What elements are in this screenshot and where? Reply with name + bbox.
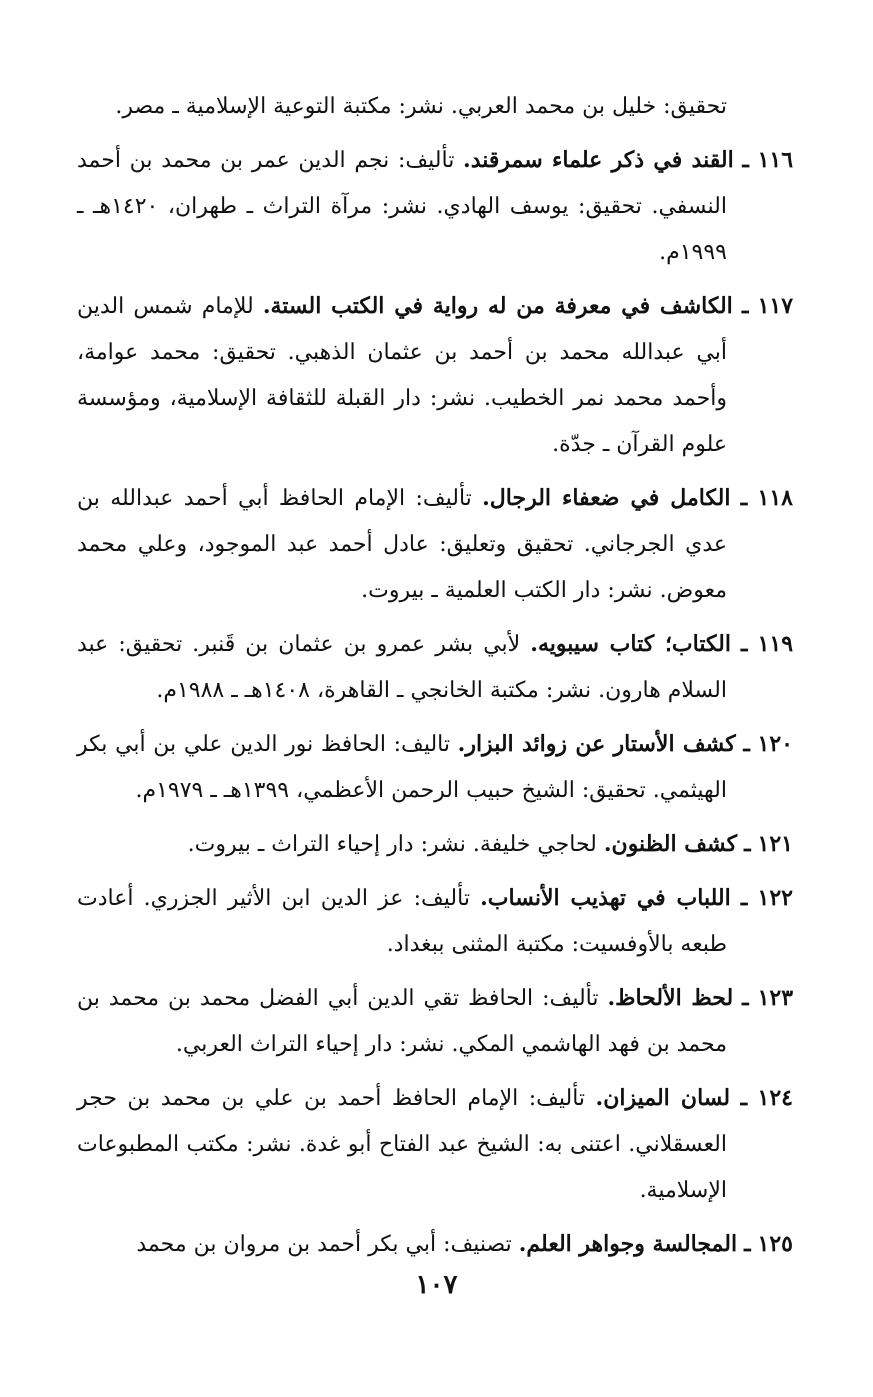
entry-text: للإمام شمس الدين أبي عبدالله محمد بن أحمد بن عثمان الذهبي. تحقيق: محمد عوامة، وأحمد محمد نمر الخطيب. نشر: دار القبلة للثقافة الإسلامية، ومؤسسة علوم القرآن ـ جدّة.	[77, 294, 728, 457]
entry-number: ١٢٢	[757, 885, 793, 911]
entry-dash: ـ	[740, 1085, 748, 1111]
entry-117	[77, 283, 793, 468]
entry-title: القند في ذكر علماء سمرقند.	[463, 147, 734, 173]
entry-number: ١١٨	[757, 485, 793, 511]
entry-number: ١٢٠	[757, 731, 793, 757]
continuation-paragraph	[77, 84, 793, 130]
entry-number: ١٢١	[757, 831, 793, 857]
entry-text: تاليف: الحافظ نور الدين علي بن أبي بكر الهيثمي. تحقيق: الشيخ حبيب الرحمن الأعظمي، ١٣٩٩هـ ـ ١٩٧٩م.	[77, 732, 727, 803]
entry-119	[77, 621, 793, 714]
entry-text: تأليف: الإمام الحافظ أحمد بن علي بن محمد بن حجر العسقلاني. اعتنى به: الشيخ عبد الفتاح أبو غدة. نشر: مكتب المطبوعات الإسلامية.	[77, 1086, 728, 1203]
entry-121	[77, 821, 793, 868]
entry-title: لسان الميزان.	[595, 1085, 731, 1111]
entry-title: الكتاب؛ كتاب سيبويه.	[530, 631, 731, 657]
entry-number: ١١٩	[757, 631, 794, 657]
entry-dash: ـ	[742, 985, 749, 1011]
entry-dash: ـ	[740, 885, 748, 911]
entry-title: الكامل في ضعفاء الرجال.	[482, 485, 731, 511]
entry-number: ١٢٤	[757, 1085, 793, 1111]
entry-dash: ـ	[743, 731, 750, 757]
entry-125	[77, 1221, 793, 1268]
entry-number: ١١٦	[757, 147, 794, 173]
entry-title: الكاشف في معرفة من له رواية في الكتب الستة.	[262, 293, 733, 319]
entry-116	[77, 137, 793, 276]
entry-text: تصنيف: أبي بكر أحمد بن مروان بن محمد	[136, 1232, 512, 1257]
continuation-text: تحقيق: خليل بن محمد العربي. نشر: مكتبة التوعية الإسلامية ـ مصر.	[115, 94, 727, 119]
entry-title: كشف الأستار عن زوائد البزار.	[457, 731, 736, 757]
entry-dash: ـ	[740, 485, 748, 511]
entry-dash: ـ	[741, 293, 749, 319]
entry-title: كشف الظنون.	[603, 831, 738, 857]
entry-number: ١١٧	[757, 293, 794, 319]
entry-dash: ـ	[744, 831, 751, 857]
entry-dash: ـ	[744, 1231, 751, 1257]
entry-122	[77, 875, 793, 968]
entry-118	[77, 475, 793, 614]
entry-text: لحاجي خليفة. نشر: دار إحياء التراث ـ بيروت.	[187, 832, 597, 857]
entry-text: تأليف: الإمام الحافظ أبي أحمد عبدالله بن عدي الجرجاني. تحقيق وتعليق: عادل أحمد عبد الموجود، وعلي محمد معوض. نشر: دار الكتب العلمية ـ بيروت.	[77, 486, 727, 603]
entry-dash: ـ	[741, 631, 748, 657]
entry-text: تأليف: الحافظ تقي الدين أبي الفضل محمد بن محمد بن محمد بن فهد الهاشمي المكي. نشر: دار إحياء التراث العربي.	[77, 986, 727, 1057]
entry-title: لحظ الألحاظ.	[607, 985, 734, 1011]
page-number: ١٠٧	[415, 1270, 458, 1300]
entry-title: اللباب في تهذيب الأنساب.	[480, 885, 731, 911]
entry-124	[77, 1075, 793, 1214]
bibliography-list	[77, 84, 793, 1275]
entry-text: تأليف: عز الدين ابن الأثير الجزري. أعادت طبعه بالأوفسيت: مكتبة المثنى ببغداد.	[77, 886, 727, 957]
entry-number: ١٢٣	[757, 985, 794, 1011]
entry-text: لأبي بشر عمرو بن عثمان بن قَنبر. تحقيق: عبد السلام هارون. نشر: مكتبة الخانجي ـ القاهرة، ١٤٠٨هـ ـ ١٩٨٨م.	[77, 632, 727, 703]
entry-dash: ـ	[742, 147, 749, 173]
entry-number: ١٢٥	[757, 1231, 793, 1257]
entry-text: تأليف: نجم الدين عمر بن محمد بن أحمد النسفي. تحقيق: يوسف الهادي. نشر: مرآة التراث ـ طهران، ١٤٢٠هـ ـ ١٩٩٩م.	[77, 148, 727, 265]
entry-title: المجالسة وجواهر العلم.	[518, 1231, 738, 1257]
entry-120	[77, 721, 793, 814]
entry-123	[77, 975, 793, 1068]
